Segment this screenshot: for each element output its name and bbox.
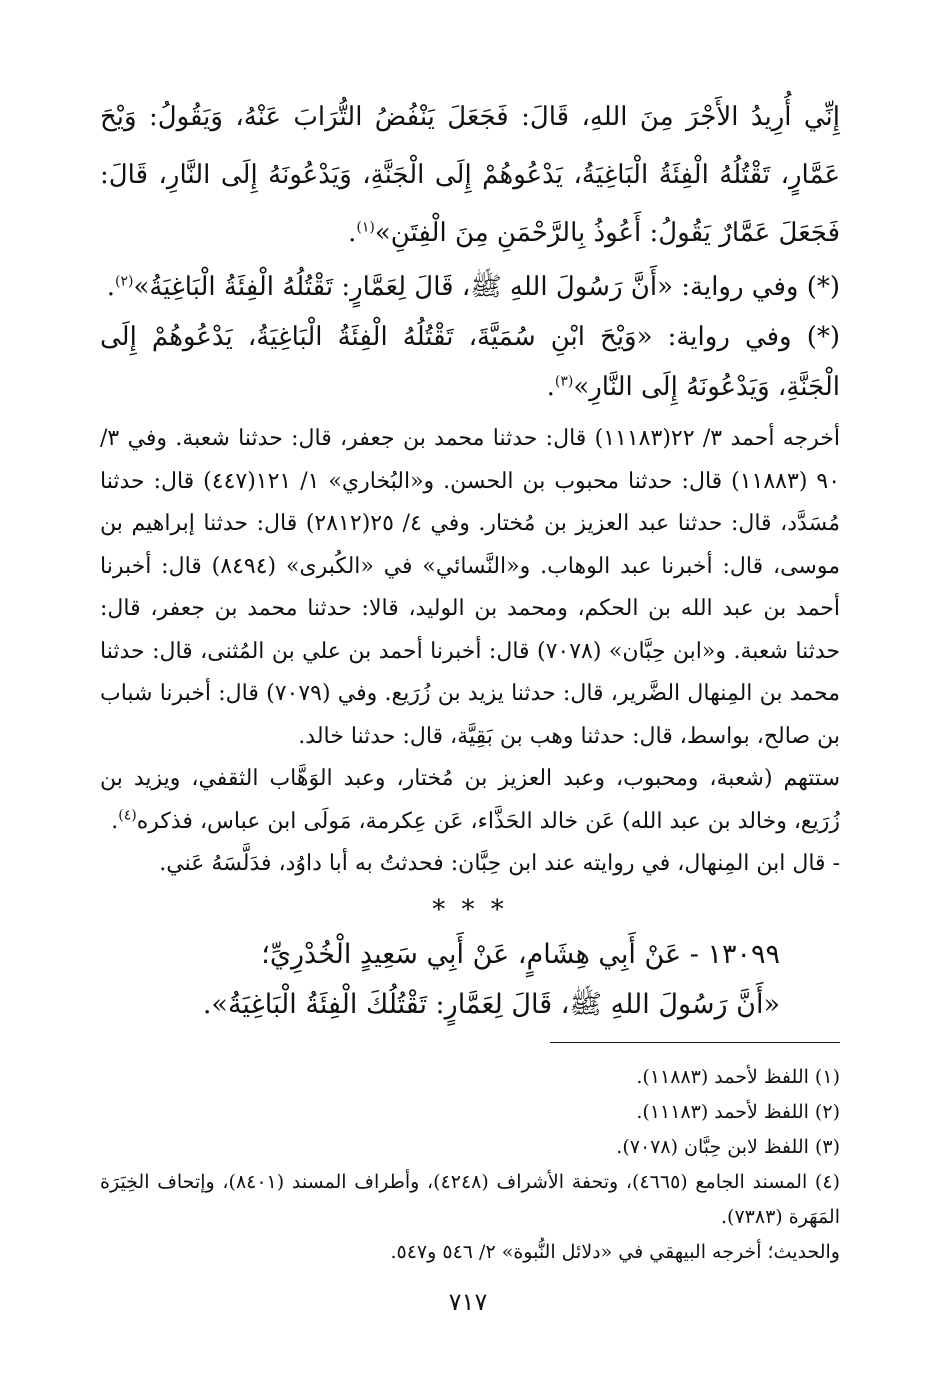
page-number: ٧١٧	[448, 1288, 488, 1316]
ibn-minhal-note: - قال ابن المِنهال، في روايته عند ابن حِبَّان: فحدثتُ به أبا داوُد، فدَلَّسَهُ عَني.	[159, 851, 840, 876]
footnote-separator	[550, 1042, 840, 1043]
footnote-ref-3: (٣)	[554, 373, 574, 390]
footnote-hadith-note: والحديث؛ أخرجه البيهقي في «دلائل النُّبوة» ٢/ ٥٤٦ و٥٤٧.	[390, 1241, 840, 1263]
variant-2-text: (*) وفي رواية: «وَيْحَ ابْنِ سُمَيَّةَ، تَقْتُلُهُ الْفِئَةُ الْبَاغِيَةُ، يَدْعُوهُمْ إِلَى الْجَنَّةِ، وَيَدْعُونَهُ إِلَى النَّارِ»	[100, 322, 840, 402]
footnote-4: (٤) المسند الجامع (٤٦٦٥)، وتحفة الأشراف (٤٢٤٨)، وأطراف المسند (٨٤٠١)، وإتحاف الخِيَرَة المَهَرة (٧٣٨٣).	[100, 1171, 840, 1228]
sitt-paragraph: ستتهم (شعبة، ومحبوب، وعبد العزيز بن مُختار، وعبد الوَهَّاب الثقفي، ويزيد بن زُرَيع، وخالد بن عبد الله) عَن خالد الحَذَّاء، عَن عِكرمة، مَولَى ابن عباس، فذكره$^{(٤)}$.	[100, 766, 840, 834]
next-hadith-matn: «أَنَّ رَسُولَ اللهِ ﷺ، قَالَ لِعَمَّارٍ: تَقْتُلُكَ الْفِئَةُ الْبَاغِيَةُ».	[202, 988, 780, 1020]
hadith-text-body: إِنِّي أُرِيدُ الأَجْرَ مِنَ اللهِ، قَالَ: فَجَعَلَ يَنْفُضُ التُّرَابَ عَنْهُ، وَيَقُولُ: وَيْحَ عَمَّارٍ، تَقْتُلُهُ الْفِئَةُ الْبَاغِيَةُ، يَدْعُوهُمْ إِلَى الْجَنَّةِ، وَيَدْعُونَهُ إِلَى النَّارِ، قَالَ: فَجَعَلَ عَمَّارٌ يَقُولُ: أَعُوذُ بِالرَّحْمَنِ مِنَ الْفِتَنِ»	[100, 102, 840, 248]
footnote-ref-4: (٤)	[118, 807, 137, 824]
variant-narration-2: (*) وفي رواية: «وَيْحَ ابْنِ سُمَيَّةَ، تَقْتُلُهُ الْفِئَةُ الْبَاغِيَةُ، يَدْعُوهُمْ إِلَى الْجَنَّةِ، وَيَدْعُونَهُ إِلَى النَّارِ»$^{(٣)}$.	[100, 322, 840, 402]
variant-narration-1: (*) وفي رواية: «أَنَّ رَسُولَ اللهِ ﷺ، قَالَ لِعَمَّارٍ: تَقْتُلُهُ الْفِئَةُ الْبَاغِيَةُ»$^{(٢)}$.	[106, 272, 840, 302]
variant-1-text: (*) وفي رواية: «أَنَّ رَسُولَ اللهِ ﷺ، قَالَ لِعَمَّارٍ: تَقْتُلُهُ الْفِئَةُ الْبَاغِيَةُ»	[133, 272, 840, 302]
hadith-text: إِنِّي أُرِيدُ الأَجْرَ مِنَ اللهِ، قَالَ: فَجَعَلَ يَنْفُضُ التُّرَابَ عَنْهُ، وَيَقُولُ: وَيْحَ عَمَّارٍ، تَقْتُلُهُ الْفِئَةُ الْبَاغِيَةُ، يَدْعُوهُمْ إِلَى الْجَنَّةِ، وَيَدْعُونَهُ إِلَى النَّارِ، قَالَ: فَجَعَلَ عَمَّارٌ يَقُولُ: أَعُوذُ بِالرَّحْمَنِ مِنَ الْفِتَنِ»$^{(١)}$.	[100, 102, 840, 248]
takhrij-section	[100, 418, 840, 886]
section-separator-stars: * * *	[432, 894, 508, 925]
footnote-ref-2: (٢)	[114, 273, 134, 290]
hadith-number: ١٣٠٩٩ -	[689, 938, 780, 970]
next-hadith-isnad: ١٣٠٩٩ - عَنْ أَبِي هِشَامٍ، عَنْ أَبِي سَعِيدٍ الْخُدْرِيِّ؛	[261, 938, 780, 970]
page-body	[100, 88, 840, 1030]
footnote-3: (٣) اللفظ لابن حِبَّان (٧٠٧٨).	[616, 1136, 840, 1158]
footnotes	[100, 1060, 840, 1270]
footnote-1: (١) اللفظ لأحمد (١١٨٨٣).	[636, 1066, 840, 1088]
footnote-2: (٢) اللفظ لأحمد (١١١٨٣).	[636, 1101, 840, 1123]
takhrij-paragraph: أخرجه أحمد ٣/ ٢٢(١١١٨٣) قال: حدثنا محمد بن جعفر، قال: حدثنا شعبة. وفي ٣/ ٩٠ (١١٨٨٣) قال: حدثنا محبوب بن الحسن. و«البُخاري» ١/ ١٢١(٤٤٧) قال: حدثنا مُسَدَّد، قال: حدثنا عبد العزيز بن مُختار. وفي ٤/ ٢٥(٢٨١٢) قال: حدثنا إبراهيم بن موسى، قال: أخبرنا عبد الوهاب. و«النَّسائي» في «الكُبرى» (٨٤٩٤) قال: أخبرنا أحمد بن عبد الله بن الحكم، ومحمد بن الوليد، قالا: حدثنا محمد بن جعفر، قال: حدثنا شعبة. و«ابن حِبَّان» (٧٠٧٨) قال: أخبرنا أحمد بن علي بن المُثنى، قال: حدثنا محمد بن المِنهال الضَّرير، قال: حدثنا يزيد بن زُرَيع. وفي (٧٠٧٩) قال: أخبرنا شباب بن صالح، بواسط، قال: حدثنا وهب بن بَقِيَّة، قال: حدثنا خالد.	[100, 426, 841, 749]
footnote-ref-1: (١)	[356, 219, 375, 236]
